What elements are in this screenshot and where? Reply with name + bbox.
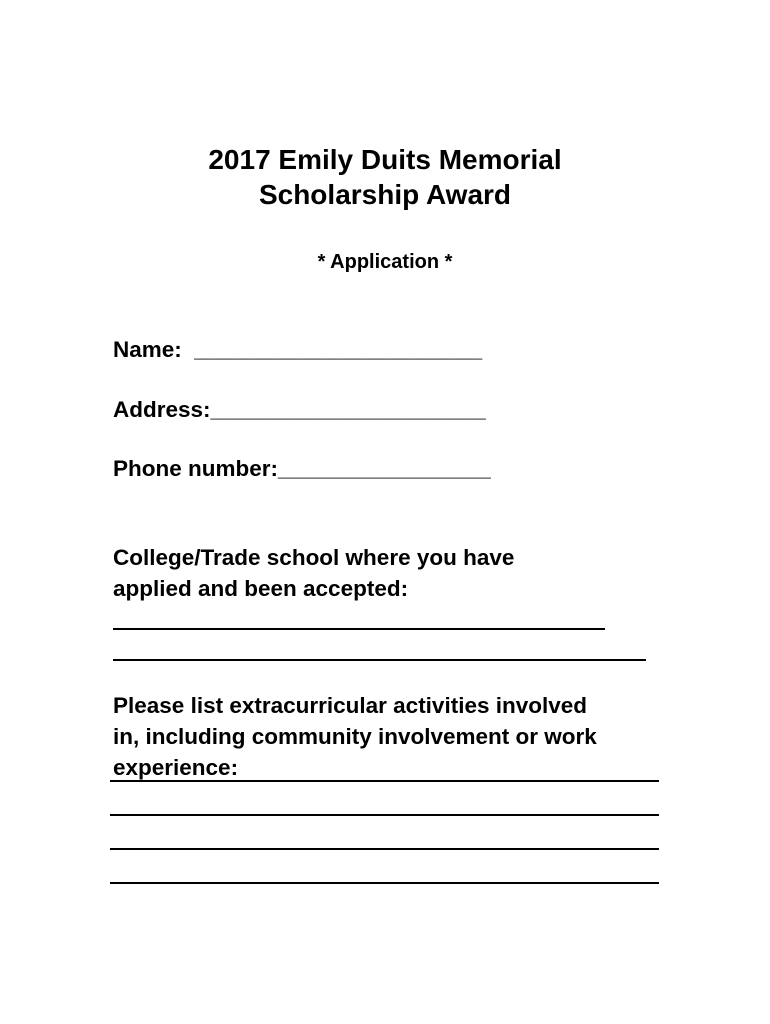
activities-question-line-2: in, including community involvement or work bbox=[113, 724, 597, 749]
form-title-line-1: 2017 Emily Duits Memorial bbox=[208, 144, 562, 175]
college-answer-line-1 bbox=[113, 628, 605, 630]
activities-answer-line-2 bbox=[110, 814, 659, 816]
activities-answer-line-3 bbox=[110, 848, 659, 850]
college-question bbox=[113, 542, 673, 604]
form-title-line-2: Scholarship Award bbox=[258, 179, 512, 210]
activities-answer-line-4 bbox=[110, 882, 659, 884]
college-answer-line-2 bbox=[113, 659, 646, 661]
college-question-line-2: applied and been accepted: bbox=[113, 576, 409, 601]
activities-question bbox=[113, 690, 673, 783]
form-subtitle: * Application * bbox=[317, 251, 453, 273]
address-field: Address:______________________ bbox=[113, 397, 486, 422]
college-question-line-1: College/Trade school where you have bbox=[113, 545, 515, 570]
activities-question-line-3: experience: bbox=[113, 755, 239, 780]
activities-question-line-1: Please list extracurricular activities involved bbox=[113, 693, 587, 718]
name-field: Name: _______________________ bbox=[113, 337, 483, 362]
phone-number-field: Phone number:_________________ bbox=[113, 456, 491, 481]
activities-answer-line-1 bbox=[110, 780, 659, 782]
